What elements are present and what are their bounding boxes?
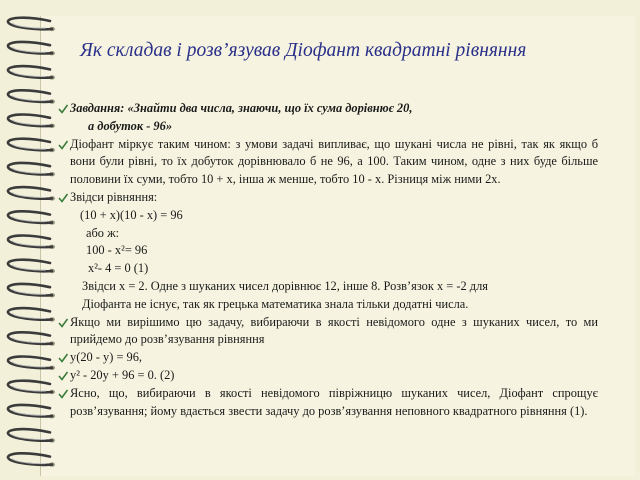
equation-2: 100 - х²= 96 [86, 243, 148, 258]
reasoning-text: Діофант міркує таким чином: з умови задачі випливає, що шукані числа не рівні, так як якщо б вони були рівні, то їх добуток дорівнювало б не 96, а 100. Таким чином, одне з них буде більше половини їх суми, тобто 10 + х, інша ж менше, тобто 10 - х. Різниця між ними 2х. [70, 136, 598, 187]
solution-line-2: Діофанта не існує, так як грецька математика знала тільки додатні числа. [82, 296, 469, 311]
slide-title: Як складав і розв’язував Діофант квадратні рівняння [80, 40, 527, 61]
equation-5-item [58, 367, 598, 385]
task-line-1: Завдання: «Знайти два числа, знаючи, що їх сума дорівнює 20, [70, 101, 413, 115]
task-item [58, 100, 598, 136]
alternative-text: Якщо ми вирішимо цю задачу, вибираючи в якості невідомого одне з шуканих чисел, то ми прийдемо до розв’язування рівняння [70, 314, 598, 347]
checkmark-icon [58, 389, 68, 399]
equation-intro-item [58, 189, 598, 207]
equation-4: у(20 - у) = 96, [70, 350, 143, 365]
checkmark-icon [58, 140, 68, 150]
checkmark-icon [58, 193, 68, 203]
reasoning-item [58, 136, 598, 189]
slide-content [58, 100, 598, 420]
equation-intro-text: Звідси рівняння: [70, 189, 158, 204]
alternative-item [58, 314, 598, 350]
checkmark-icon [58, 104, 68, 114]
equation-3: х²- 4 = 0 (1) [88, 261, 149, 276]
equation-4-item [58, 349, 598, 367]
checkmark-icon [58, 371, 68, 381]
or-text: або ж: [86, 225, 120, 240]
equation-1: (10 + х)(10 - х) = 96 [80, 207, 183, 222]
equation-5: у² - 20у + 96 = 0. (2) [70, 367, 175, 382]
solution-line-1: Звідси х = 2. Одне з шуканих чисел дорівнює 12, інше 8. Розв’язок х = -2 для [82, 278, 488, 293]
checkmark-icon [58, 353, 68, 363]
task-line-2: а добуток - 96» [88, 118, 173, 133]
conclusion-item [58, 385, 598, 421]
checkmark-icon [58, 318, 68, 328]
conclusion-text: Ясно, що, вибираючи в якості невідомого півріжницю шуканих чисел, Діофант спрощує розв’язування; йому вдається звести задачу до розв’язування неповного квадратного рівняння (1). [70, 385, 598, 418]
